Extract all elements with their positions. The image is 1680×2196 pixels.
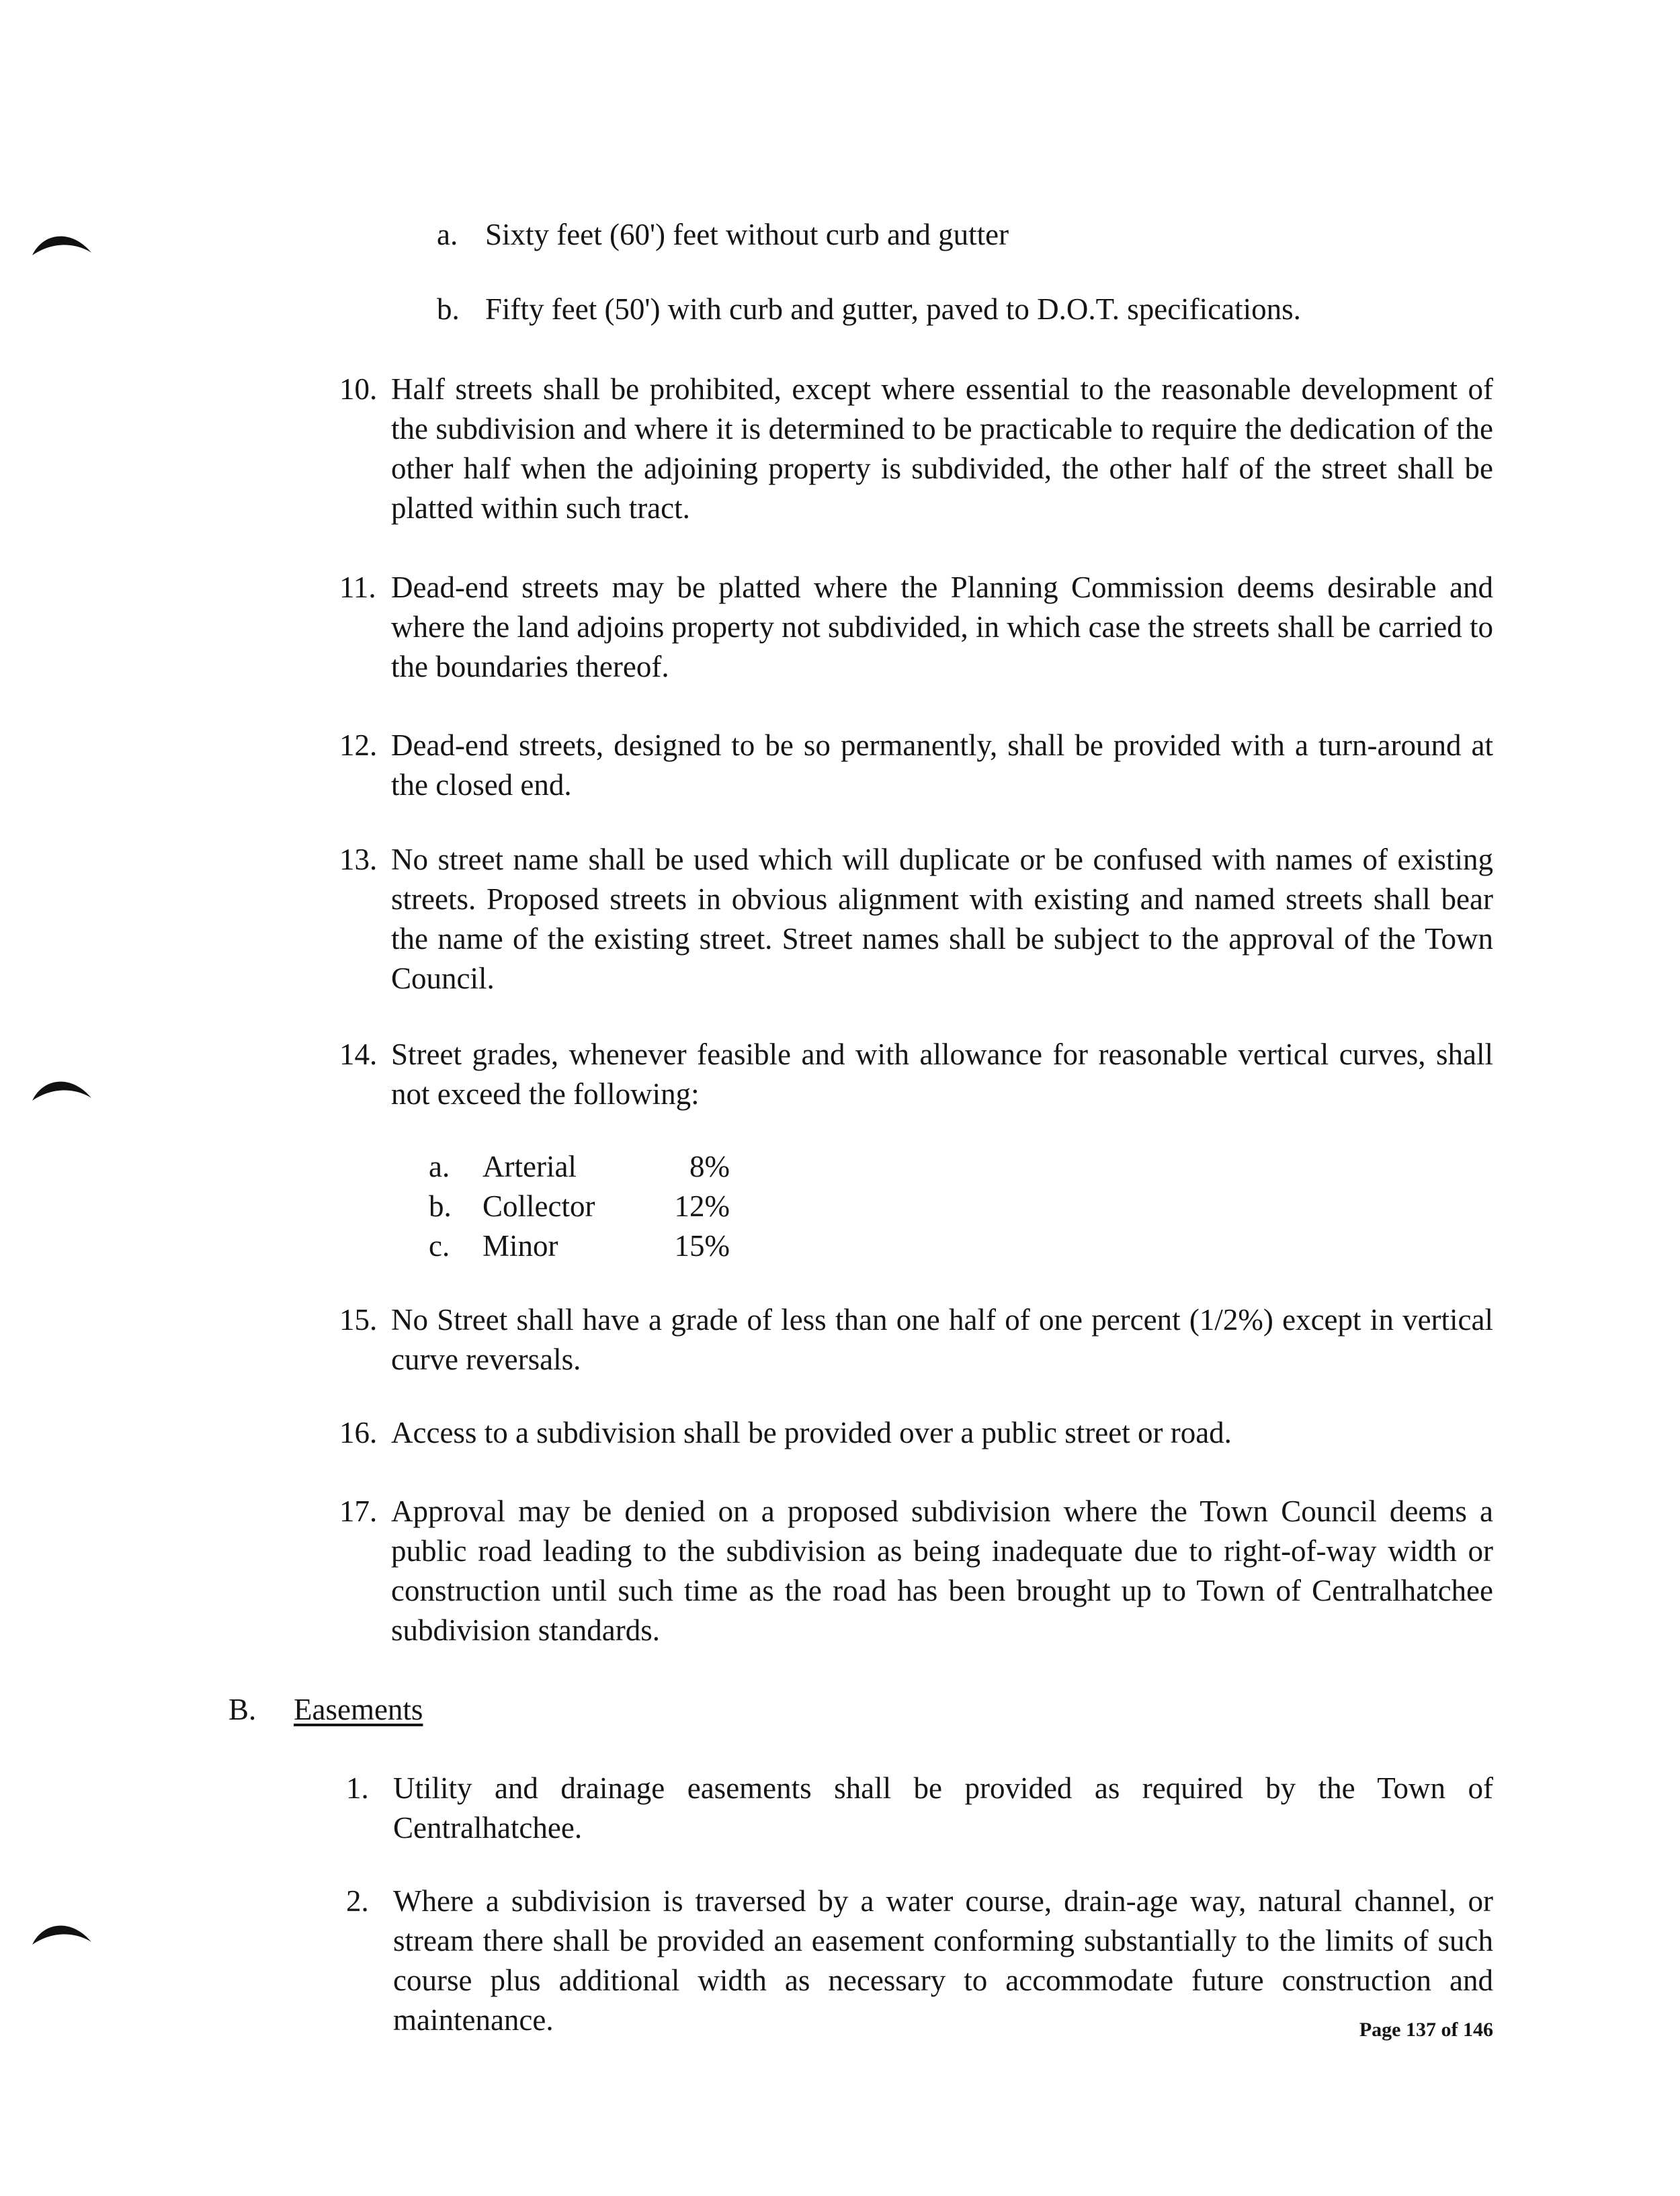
easement-item-2-text: Where a subdivision is traversed by a water course, drain-age way, natural channel, or stream there shall be provided an easement conforming substantially to the limits of such course plus additional width as necessary to accommodate future construction and maintenance. (393, 1884, 1493, 2037)
punch-hole-mark-icon (30, 226, 95, 262)
item-number: 13. (339, 843, 378, 876)
item-number: 12. (339, 728, 378, 762)
subitem-label: a. (437, 218, 458, 251)
item-17-text: Approval may be denied on a proposed subdivision where the Town Council deems a public road leading to the subdivision as being inadequate due to right-of-way width or construction until such time as the road has been brought up to Town of Centralhatchee subdivision standards. (391, 1494, 1493, 1647)
punch-hole-mark-icon (30, 1071, 95, 1107)
item-number: 17. (339, 1494, 378, 1528)
grade-value: 8% (689, 1150, 730, 1183)
item-number: 2. (346, 1884, 369, 1918)
grade-value: 12% (674, 1189, 730, 1223)
item-13-text: No street name shall be used which will duplicate or be confused with names of existing streets. Proposed streets in obvious alignment with existing and named streets shall bear the name of the existing street. Street names shall be subject to the approval of the Town Council. (391, 843, 1493, 995)
item-number: 11. (339, 571, 376, 604)
easement-item-1-text: Utility and drainage easements shall be provided as required by the Town of Centralhatchee. (393, 1771, 1493, 1845)
item-number: 15. (339, 1303, 378, 1337)
section-heading (228, 1690, 423, 1730)
item-16-text: Access to a subdivision shall be provided over a public street or road. (391, 1416, 1232, 1449)
subitem-text: Sixty feet (60') feet without curb and gutter (485, 218, 1009, 251)
punch-hole-mark-icon (30, 1915, 95, 1951)
subitem-b (437, 290, 1301, 329)
section-label: B. (228, 1693, 257, 1726)
grade-name: Collector (482, 1189, 595, 1223)
section-title: Easements (294, 1693, 423, 1726)
grade-name: Minor (482, 1229, 558, 1263)
subitem-a (437, 215, 1009, 255)
item-15-text: No Street shall have a grade of less than one half of one percent (1/2%) except in vertical curve reversals. (391, 1303, 1493, 1376)
subitem-text: Fifty feet (50') with curb and gutter, paved to D.O.T. specifications. (485, 292, 1301, 326)
item-number: 14. (339, 1038, 378, 1071)
item-number: 1. (346, 1771, 369, 1805)
grade-label: b. (429, 1189, 452, 1223)
page-number: Page 137 of 146 (1359, 2019, 1493, 2041)
item-number: 10. (339, 372, 378, 406)
item-11-text: Dead-end streets may be platted where the Planning Commission deems desirable and where the land adjoins property not subdivided, in which case the streets shall be carried to the boundaries thereof. (391, 571, 1493, 683)
grade-name: Arterial (482, 1150, 577, 1183)
grade-value: 15% (674, 1229, 730, 1263)
item-number: 16. (339, 1416, 378, 1449)
grade-label: a. (429, 1150, 450, 1183)
item-14-text: Street grades, whenever feasible and with allowance for reasonable vertical curves, shall not exceed the following: (391, 1038, 1493, 1111)
item-12-text: Dead-end streets, designed to be so permanently, shall be provided with a turn-around at the closed end. (391, 728, 1493, 802)
item-10-text: Half streets shall be prohibited, except where essential to the reasonable development of the subdivision and where it is determined to be practicable to require the dedication of the other half when the adjoining property is subdivided, the other half of the street shall be platted within such tract. (391, 372, 1493, 525)
subitem-label: b. (437, 292, 460, 326)
grade-label: c. (429, 1229, 450, 1263)
